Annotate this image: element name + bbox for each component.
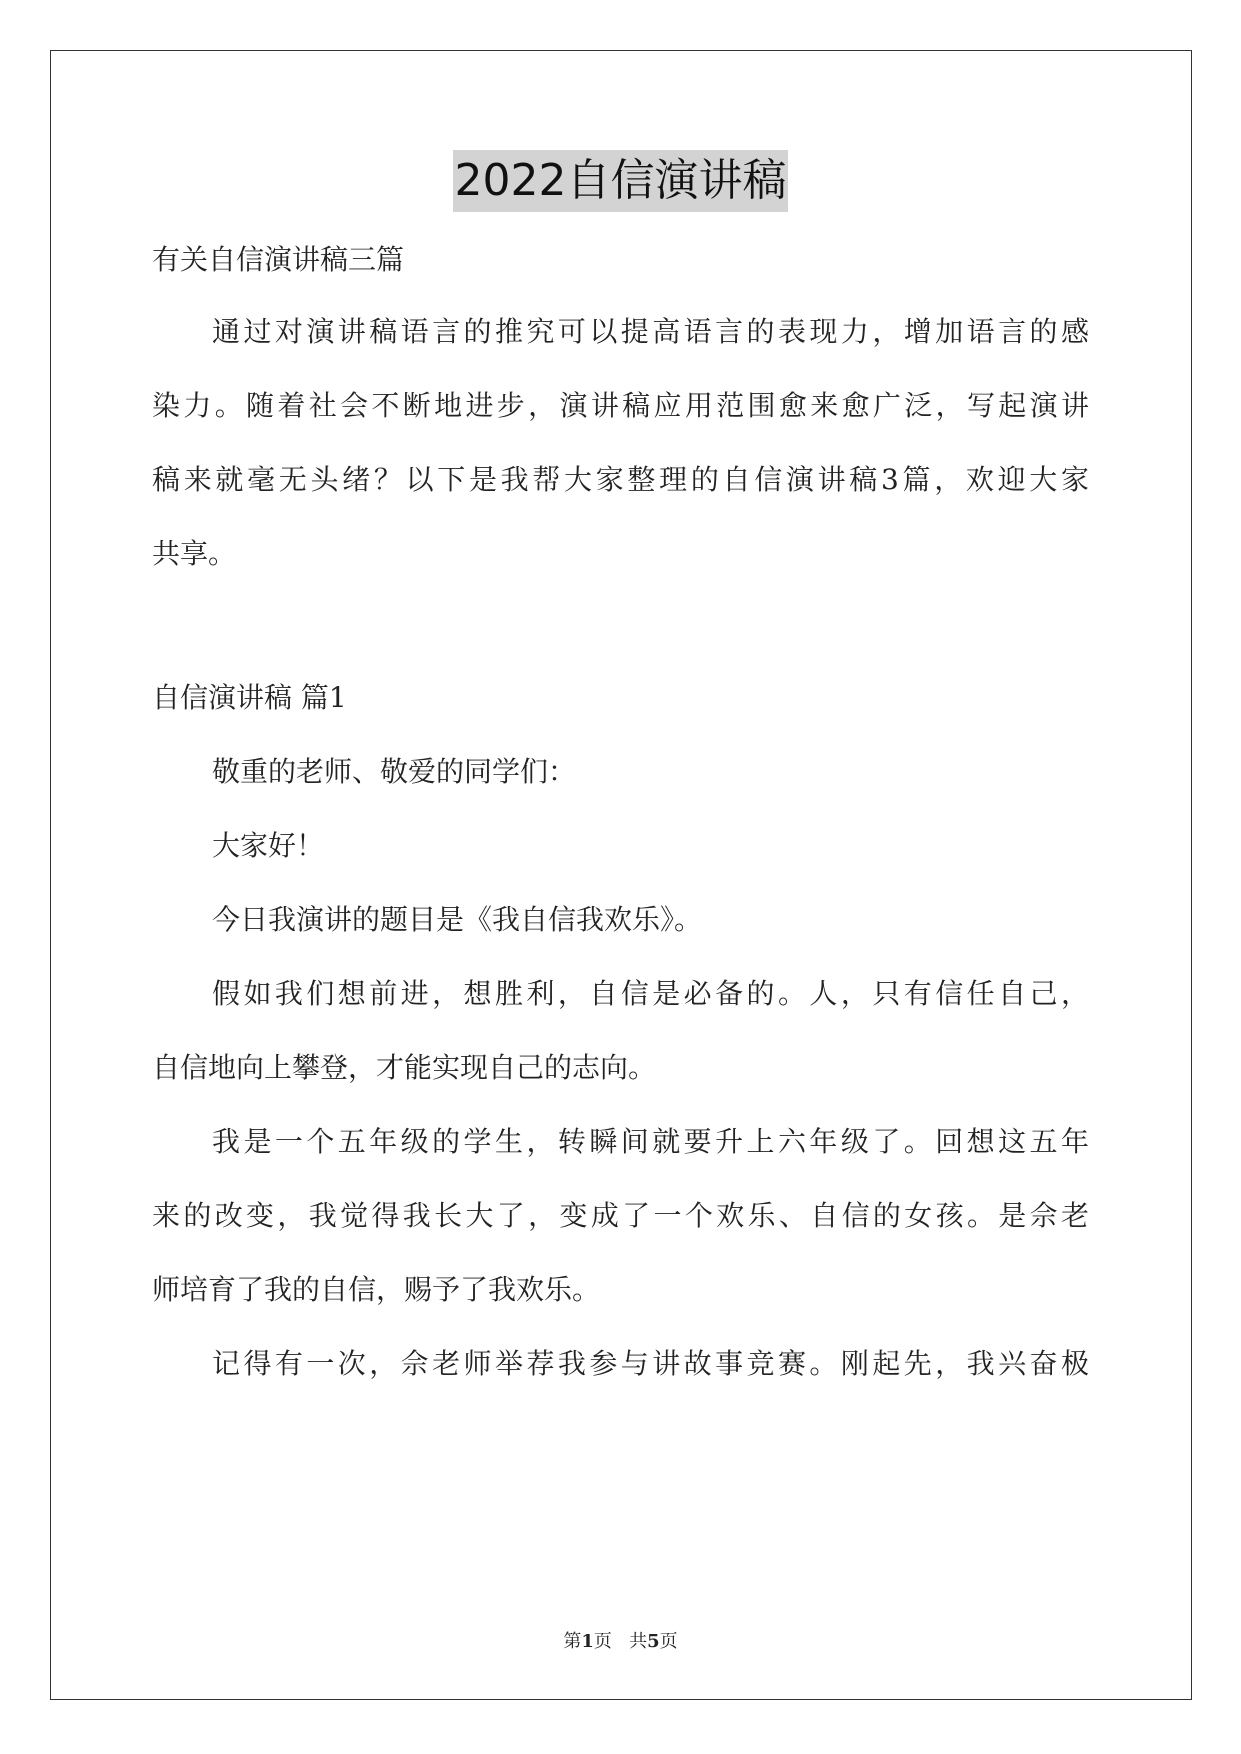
total-prefix: 共: [629, 1631, 648, 1652]
page-total: 5: [647, 1631, 660, 1652]
page-border: [50, 50, 1192, 1700]
page-prefix: 第: [563, 1631, 582, 1652]
total-suffix: 页: [659, 1631, 678, 1652]
page-footer: [0, 1630, 1241, 1654]
title-container: [0, 150, 1241, 212]
paragraph-line: 师培育了我的自信，赐予了我欢乐。: [152, 1273, 601, 1306]
paragraph-line: 稿来就毫无头绪？以下是我帮大家整理的自信演讲稿3篇，欢迎大家: [152, 463, 1089, 496]
paragraph-line: 今日我演讲的题目是《我自信我欢乐》。: [212, 903, 703, 936]
paragraph-line: 记得有一次，佘老师举荐我参与讲故事竞赛。刚起先，我兴奋极: [212, 1347, 1089, 1380]
section-heading: 自信演讲稿 篇1: [152, 681, 347, 714]
paragraph-line: 敬重的老师、敬爱的同学们：: [212, 755, 577, 788]
paragraph-line: 我是一个五年级的学生，转瞬间就要升上六年级了。回想这五年: [212, 1125, 1089, 1158]
document-title: 2022自信演讲稿: [453, 150, 789, 212]
paragraph-line: 共享。: [152, 537, 237, 570]
paragraph-line: 通过对演讲稿语言的推究可以提高语言的表现力，增加语言的感: [212, 315, 1089, 348]
page-suffix: 页: [593, 1631, 612, 1652]
paragraph-line: 来的改变，我觉得我长大了，变成了一个欢乐、自信的女孩。是佘老: [152, 1199, 1089, 1232]
page-current: 1: [581, 1631, 594, 1652]
paragraph-line: 自信地向上攀登，才能实现自己的志向。: [152, 1051, 657, 1084]
paragraph-line: 假如我们想前进，想胜利，自信是必备的。人，只有信任自己，: [212, 977, 1089, 1010]
paragraph-line: 染力。随着社会不断地进步，演讲稿应用范围愈来愈广泛，写起演讲: [152, 389, 1089, 422]
paragraph-line: 大家好！: [212, 829, 325, 862]
subtitle-line: 有关自信演讲稿三篇: [152, 243, 405, 276]
